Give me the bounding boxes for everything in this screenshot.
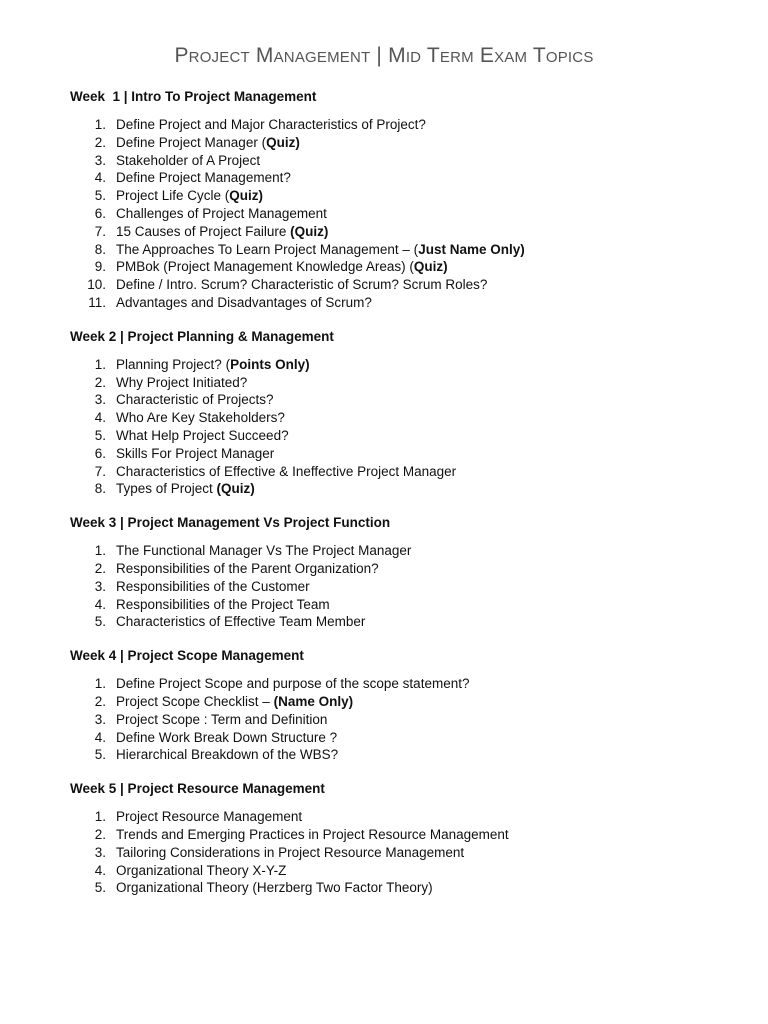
topic-list bbox=[70, 675, 730, 764]
topic-number: 2. bbox=[94, 693, 106, 709]
topic-number: 4. bbox=[94, 410, 106, 426]
topic-number: 1. bbox=[94, 356, 106, 372]
topic-item bbox=[70, 596, 730, 614]
topic-text: Responsibilities of the Customer bbox=[116, 578, 310, 594]
topic-list bbox=[70, 116, 730, 312]
topic-text: Define Work Break Down Structure ? bbox=[116, 729, 338, 745]
topic-item bbox=[70, 826, 730, 844]
topic-item bbox=[70, 258, 730, 276]
topic-number: 4. bbox=[94, 170, 106, 186]
section-spacer bbox=[70, 498, 730, 514]
topic-text: Planning Project? ( bbox=[116, 356, 231, 372]
topic-item bbox=[70, 152, 730, 170]
topic-number: 11. bbox=[88, 294, 106, 310]
topic-text: What Help Project Succeed? bbox=[116, 427, 289, 443]
topic-text: Skills For Project Manager bbox=[116, 445, 275, 461]
topic-number: 5. bbox=[94, 427, 106, 443]
topic-number: 3. bbox=[94, 392, 106, 408]
topic-text: Organizational Theory (Herzberg Two Factor Theory) bbox=[116, 880, 433, 896]
topic-item bbox=[70, 844, 730, 862]
week-section-1 bbox=[70, 88, 730, 328]
topic-item bbox=[70, 693, 730, 711]
topic-number: 6. bbox=[94, 205, 106, 221]
topic-text: The Approaches To Learn Project Management – ( bbox=[116, 241, 419, 257]
week-section-3 bbox=[70, 514, 730, 647]
topic-number: 1. bbox=[94, 117, 106, 132]
topic-text: 15 Causes of Project Failure bbox=[116, 223, 291, 239]
topic-item bbox=[70, 187, 730, 205]
topic-text: Characteristics of Effective & Ineffective Project Manager bbox=[116, 463, 457, 479]
topic-item bbox=[70, 241, 730, 259]
topic-item bbox=[70, 746, 730, 764]
topic-item bbox=[70, 427, 730, 445]
topic-text: PMBok (Project Management Knowledge Areas) ( bbox=[116, 259, 414, 275]
topic-item bbox=[70, 169, 730, 187]
topic-number: 3. bbox=[94, 844, 106, 860]
section-spacer bbox=[70, 764, 730, 780]
topic-number: 1. bbox=[94, 809, 106, 825]
week-heading: Week 1 | Intro To Project Management bbox=[70, 89, 317, 104]
topic-note: (Quiz) bbox=[290, 223, 329, 239]
topic-list bbox=[70, 356, 730, 498]
topic-number: 4. bbox=[94, 729, 106, 745]
topic-item bbox=[70, 480, 730, 498]
topic-number: 10. bbox=[87, 277, 106, 293]
topic-text: Advantages and Disadvantages of Scrum? bbox=[116, 294, 372, 310]
topic-text: Define Project Management? bbox=[116, 170, 291, 186]
topic-text: Why Project Initiated? bbox=[116, 374, 248, 390]
topic-number: 5. bbox=[94, 880, 106, 896]
topic-item bbox=[70, 729, 730, 747]
topic-note: Just Name Only) bbox=[418, 241, 525, 257]
topic-item bbox=[70, 560, 730, 578]
topic-number: 9. bbox=[94, 259, 106, 275]
topic-text: Project Life Cycle ( bbox=[116, 188, 230, 204]
topic-item bbox=[70, 578, 730, 596]
week-heading: Week 4 | Project Scope Management bbox=[70, 648, 304, 664]
topic-number: 3. bbox=[94, 711, 106, 727]
topic-text: Tailoring Considerations in Project Resource Management bbox=[116, 844, 465, 860]
topic-number: 7. bbox=[94, 223, 106, 239]
topic-number: 5. bbox=[94, 614, 106, 630]
topic-note: Quiz) bbox=[413, 259, 448, 275]
week-section-4 bbox=[70, 647, 730, 780]
topic-number: 5. bbox=[94, 747, 106, 763]
topic-item bbox=[70, 391, 730, 409]
topic-number: 8. bbox=[94, 241, 106, 257]
topic-text: Project Scope : Term and Definition bbox=[116, 711, 328, 727]
topic-item bbox=[70, 374, 730, 392]
topic-item bbox=[70, 356, 730, 374]
topic-note: Quiz) bbox=[229, 188, 264, 204]
topic-text: Organizational Theory X-Y-Z bbox=[116, 862, 287, 878]
topic-text: Challenges of Project Management bbox=[116, 205, 327, 221]
topic-number: 1. bbox=[94, 543, 106, 559]
topic-text: Who Are Key Stakeholders? bbox=[116, 410, 285, 426]
topic-text: Stakeholder of A Project bbox=[116, 152, 261, 168]
section-spacer bbox=[70, 631, 730, 647]
topic-note: Points Only) bbox=[230, 356, 310, 372]
topic-number: 8. bbox=[94, 481, 106, 497]
topic-item bbox=[70, 711, 730, 729]
topic-item bbox=[70, 276, 730, 294]
week-heading: Week 3 | Project Management Vs Project Function bbox=[70, 515, 391, 531]
topic-number: 7. bbox=[94, 463, 106, 479]
topic-item bbox=[70, 409, 730, 427]
topic-number: 6. bbox=[94, 445, 106, 461]
topic-text: Define Project Manager ( bbox=[116, 134, 267, 150]
topic-text: Define / Intro. Scrum? Characteristic of Scrum? Scrum Roles? bbox=[116, 277, 488, 293]
topic-text: Hierarchical Breakdown of the WBS? bbox=[116, 747, 339, 763]
topic-item bbox=[70, 675, 730, 693]
topic-text: Characteristics of Effective Team Member bbox=[116, 614, 366, 630]
topics-document bbox=[70, 88, 730, 897]
topic-text: Project Resource Management bbox=[116, 809, 303, 825]
topic-text: Trends and Emerging Practices in Project Resource Management bbox=[116, 826, 509, 842]
topic-note: (Name Only) bbox=[273, 693, 354, 709]
week-heading: Week 2 | Project Planning & Management bbox=[70, 328, 334, 344]
topic-item bbox=[70, 463, 730, 481]
topic-item bbox=[70, 223, 730, 241]
topic-item bbox=[70, 205, 730, 223]
week-section-2 bbox=[70, 328, 730, 514]
topic-item bbox=[70, 542, 730, 560]
section-spacer bbox=[70, 312, 730, 328]
topic-text: The Functional Manager Vs The Project Manager bbox=[116, 543, 412, 559]
topic-item bbox=[70, 808, 730, 826]
topic-text: Define Project and Major Characteristics of Project? bbox=[116, 117, 426, 132]
topic-text: Characteristic of Projects? bbox=[116, 392, 274, 408]
topic-text: Responsibilities of the Project Team bbox=[116, 596, 330, 612]
topic-number: 3. bbox=[94, 578, 106, 594]
topic-number: 3. bbox=[94, 152, 106, 168]
topic-text: Types of Project bbox=[116, 481, 217, 497]
topic-text: Responsibilities of the Parent Organization? bbox=[116, 560, 379, 576]
topic-item bbox=[70, 879, 730, 897]
topic-number: 5. bbox=[94, 188, 106, 204]
topic-item bbox=[70, 294, 730, 312]
topic-item bbox=[70, 613, 730, 631]
topic-number: 4. bbox=[94, 862, 106, 878]
topic-number: 1. bbox=[94, 676, 106, 692]
topic-text: Define Project Scope and purpose of the scope statement? bbox=[116, 676, 470, 692]
topic-note: (Quiz) bbox=[216, 481, 255, 497]
topic-number: 2. bbox=[94, 134, 106, 150]
week-section-5 bbox=[70, 780, 730, 897]
topic-item bbox=[70, 862, 730, 880]
week-heading: Week 5 | Project Resource Management bbox=[70, 781, 325, 797]
topic-number: 2. bbox=[94, 374, 106, 390]
topic-text: Project Scope Checklist – bbox=[116, 693, 274, 709]
topic-list bbox=[70, 542, 730, 631]
topic-list bbox=[70, 808, 730, 897]
topic-item bbox=[70, 445, 730, 463]
topic-item bbox=[70, 134, 730, 152]
topic-item bbox=[70, 116, 730, 134]
topic-number: 2. bbox=[94, 826, 106, 842]
page-title: Project Management | Mid Term Exam Topics bbox=[174, 44, 594, 67]
topic-number: 4. bbox=[94, 596, 106, 612]
topic-number: 2. bbox=[94, 560, 106, 576]
topic-note: Quiz) bbox=[266, 134, 300, 150]
